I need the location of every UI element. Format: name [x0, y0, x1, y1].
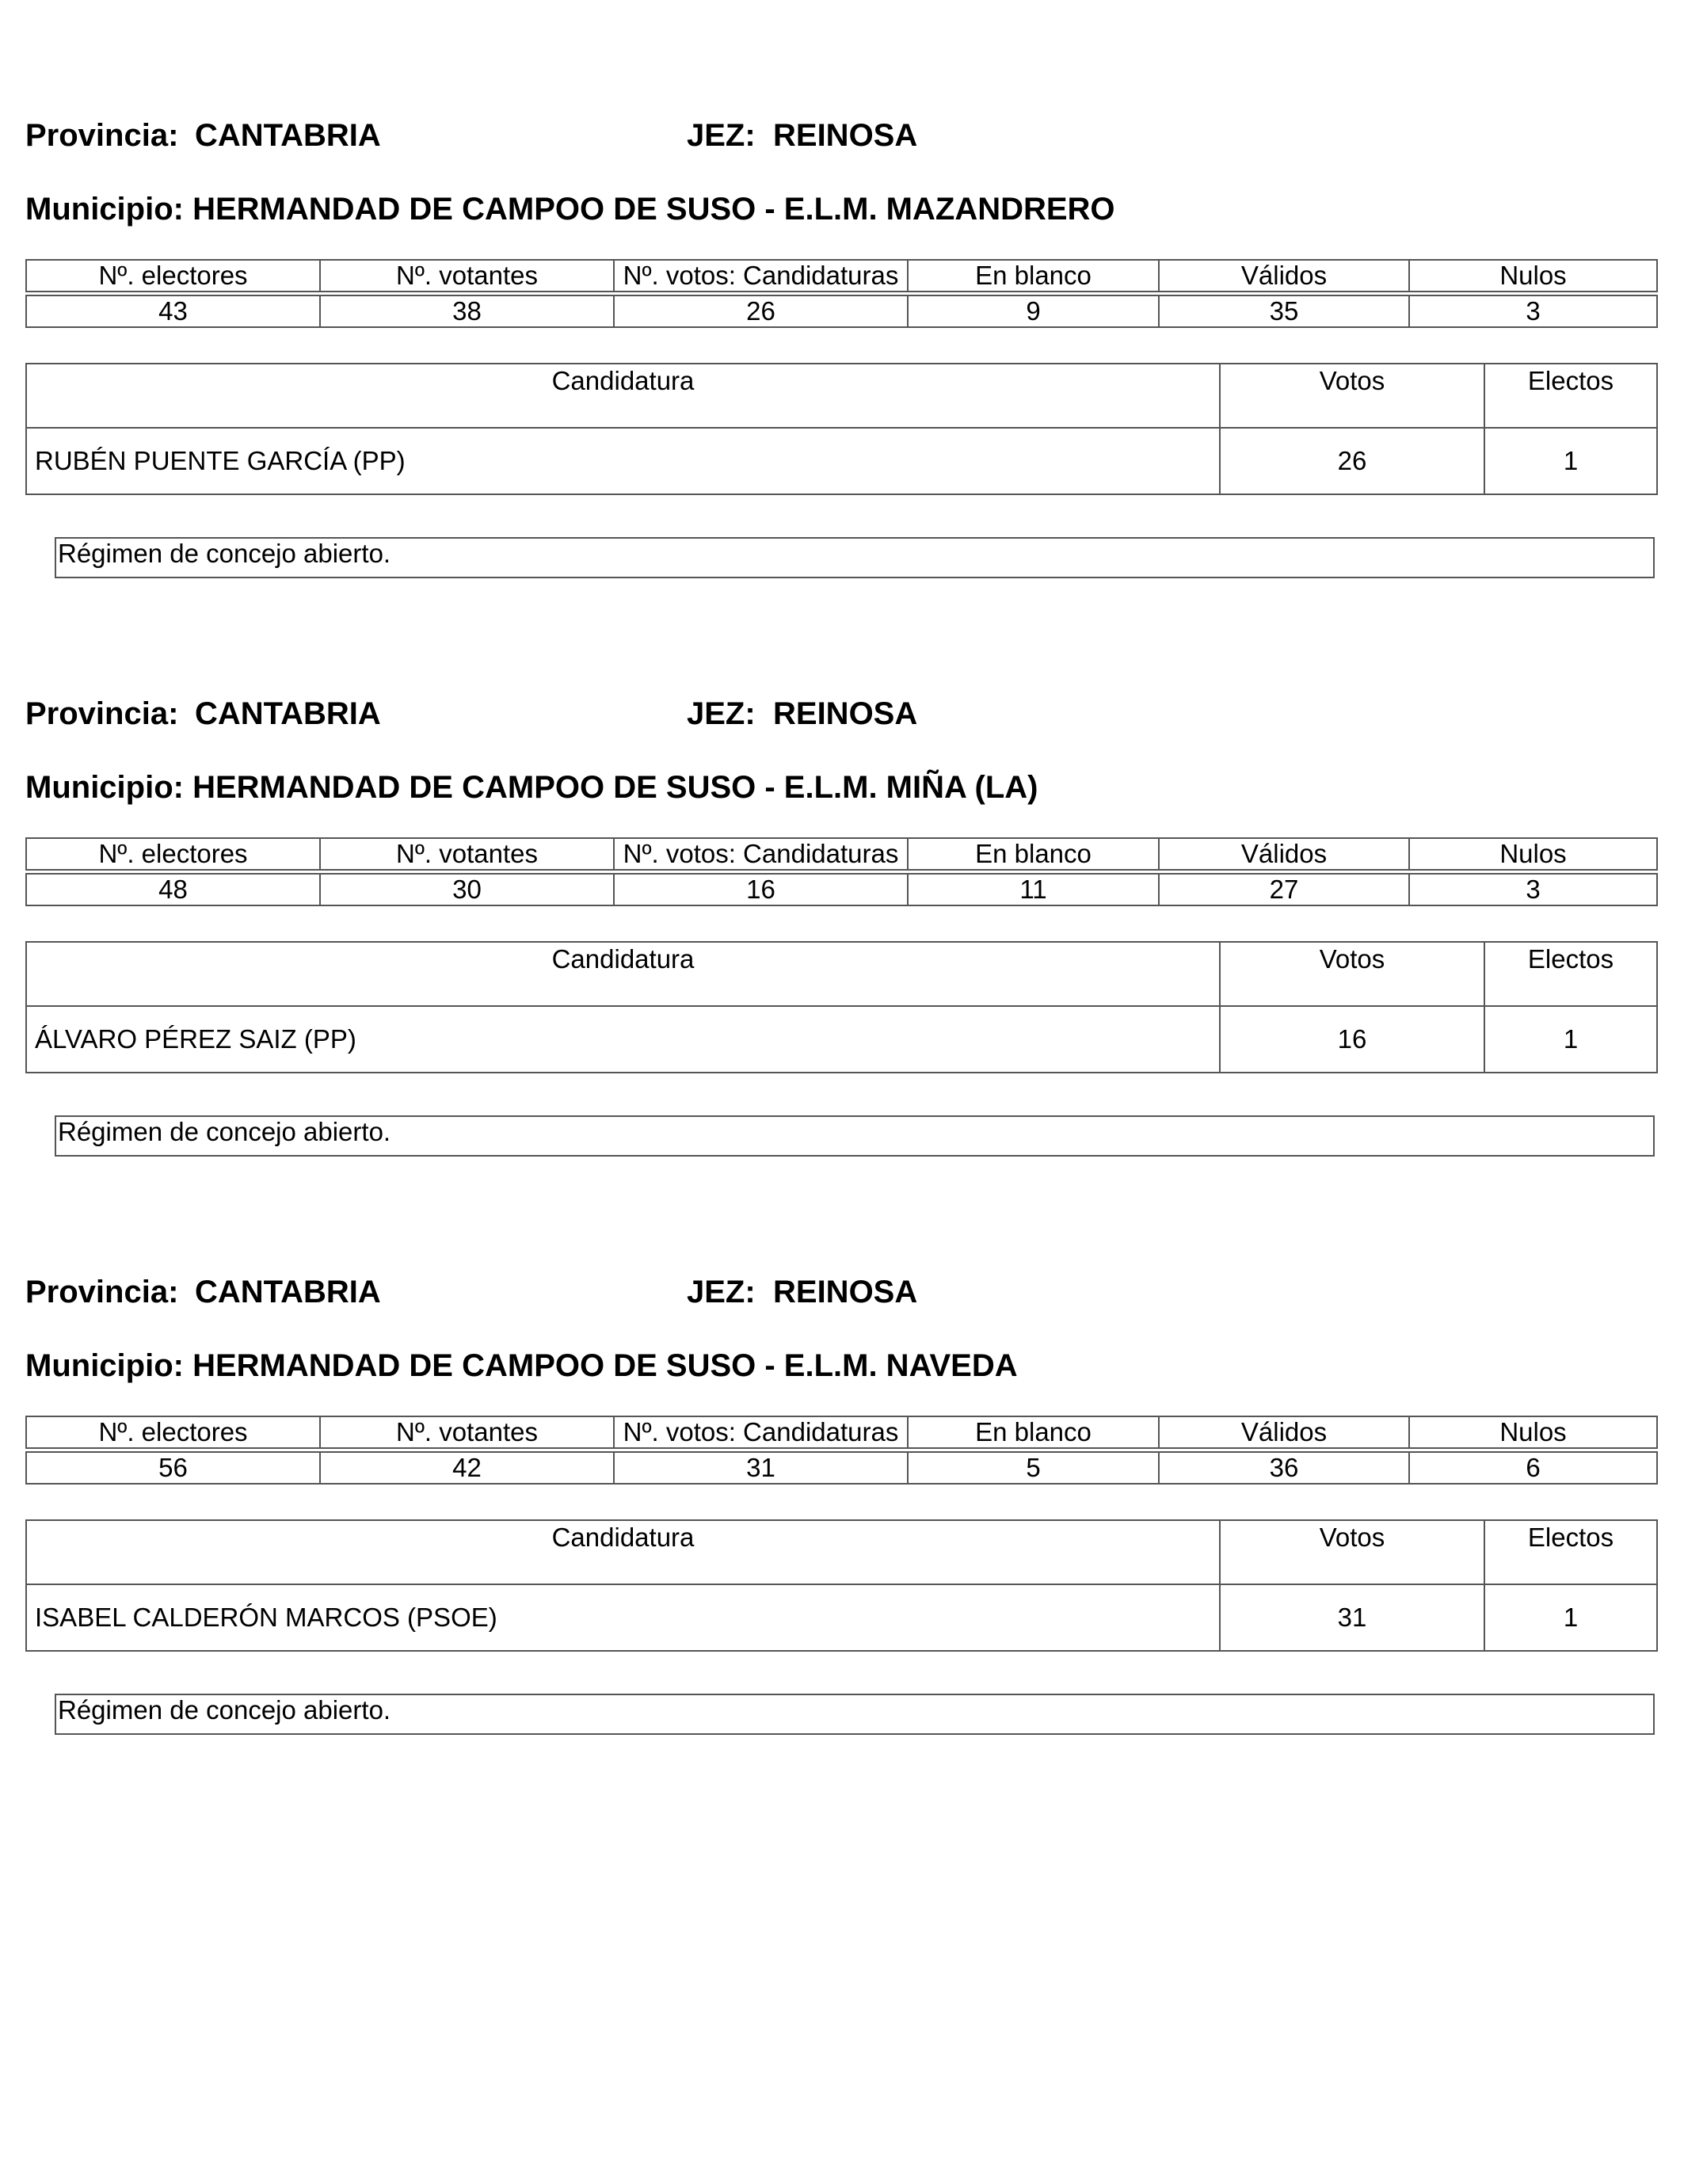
jez-value: REINOSA [773, 696, 918, 731]
jez-line [687, 1271, 917, 1313]
regime-note: Régimen de concejo abierto. [55, 1694, 1655, 1735]
municipio-label: Municipio: [25, 1348, 184, 1383]
stats-header-votantes: Nº. votantes [320, 1416, 614, 1448]
stats-table [25, 259, 1658, 328]
stats-header-validos: Válidos [1159, 1416, 1409, 1448]
stats-header-en-blanco: En blanco [908, 260, 1159, 292]
regime-note: Régimen de concejo abierto. [55, 537, 1655, 578]
candidate-row [26, 1584, 1657, 1651]
stats-value-validos: 27 [1159, 874, 1409, 905]
municipio-label: Municipio: [25, 192, 184, 227]
section-mazandrero [0, 0, 1684, 586]
stats-table [25, 837, 1658, 906]
stats-header-validos: Válidos [1159, 260, 1409, 292]
municipio-line [25, 189, 1115, 230]
stats-header-row [26, 260, 1657, 292]
stats-value-en-blanco: 11 [908, 874, 1159, 905]
stats-value-nulos: 3 [1409, 295, 1657, 327]
jez-label: JEZ: [687, 696, 756, 731]
stats-value-nulos: 6 [1409, 1452, 1657, 1484]
provincia-label: Provincia: [25, 696, 179, 731]
stats-header-electores: Nº. electores [26, 1416, 320, 1448]
section-naveda [0, 1157, 1684, 1743]
stats-value-votantes: 38 [320, 295, 614, 327]
jez-value: REINOSA [773, 1275, 918, 1309]
stats-value-nulos: 3 [1409, 874, 1657, 905]
provincia-value: CANTABRIA [195, 1275, 381, 1309]
candidate-name: ÁLVARO PÉREZ SAIZ (PP) [26, 1006, 1220, 1073]
provincia-value: CANTABRIA [195, 696, 381, 731]
stats-header-votos-candidaturas: Nº. votos: Candidaturas [614, 1416, 908, 1448]
candidates-header-electos: Electos [1484, 364, 1657, 428]
candidates-header-candidatura: Candidatura [26, 364, 1220, 428]
stats-header-votos-candidaturas: Nº. votos: Candidaturas [614, 260, 908, 292]
stats-header-en-blanco: En blanco [908, 1416, 1159, 1448]
candidates-header-electos: Electos [1484, 1520, 1657, 1584]
stats-value-en-blanco: 9 [908, 295, 1159, 327]
municipio-value: HERMANDAD DE CAMPOO DE SUSO - E.L.M. NAVEDA [192, 1348, 1018, 1383]
candidates-header-candidatura: Candidatura [26, 1520, 1220, 1584]
stats-table [25, 1416, 1658, 1485]
stats-value-row [26, 295, 1657, 327]
stats-value-votantes: 30 [320, 874, 614, 905]
candidate-row [26, 428, 1657, 494]
candidates-header-votos: Votos [1220, 1520, 1484, 1584]
stats-value-votantes: 42 [320, 1452, 614, 1484]
municipio-label: Municipio: [25, 770, 184, 805]
stats-header-nulos: Nulos [1409, 1416, 1657, 1448]
stats-value-row [26, 1452, 1657, 1484]
candidate-electos: 1 [1484, 428, 1657, 494]
candidate-votos: 26 [1220, 428, 1484, 494]
stats-header-electores: Nº. electores [26, 260, 320, 292]
candidates-header-electos: Electos [1484, 942, 1657, 1006]
candidate-name: RUBÉN PUENTE GARCÍA (PP) [26, 428, 1220, 494]
provincia-line [25, 693, 381, 734]
candidates-header-candidatura: Candidatura [26, 942, 1220, 1006]
stats-header-nulos: Nulos [1409, 260, 1657, 292]
municipio-line [25, 767, 1038, 808]
stats-value-electores: 43 [26, 295, 320, 327]
provincia-label: Provincia: [25, 1275, 179, 1309]
candidates-table [25, 363, 1658, 495]
stats-header-electores: Nº. electores [26, 838, 320, 870]
jez-line [687, 115, 917, 156]
stats-value-row [26, 874, 1657, 905]
candidate-votos: 31 [1220, 1584, 1484, 1651]
stats-value-votos-candidaturas: 31 [614, 1452, 908, 1484]
municipio-value: HERMANDAD DE CAMPOO DE SUSO - E.L.M. MIÑA (LA) [192, 770, 1038, 805]
jez-label: JEZ: [687, 118, 756, 153]
stats-header-validos: Válidos [1159, 838, 1409, 870]
municipio-value: HERMANDAD DE CAMPOO DE SUSO - E.L.M. MAZANDRERO [192, 192, 1115, 227]
jez-value: REINOSA [773, 118, 918, 153]
candidates-header-row [26, 1520, 1657, 1584]
stats-header-row [26, 1416, 1657, 1448]
regime-note: Régimen de concejo abierto. [55, 1115, 1655, 1157]
candidate-row [26, 1006, 1657, 1073]
candidate-electos: 1 [1484, 1006, 1657, 1073]
stats-value-validos: 36 [1159, 1452, 1409, 1484]
candidate-electos: 1 [1484, 1584, 1657, 1651]
candidate-name: ISABEL CALDERÓN MARCOS (PSOE) [26, 1584, 1220, 1651]
stats-value-en-blanco: 5 [908, 1452, 1159, 1484]
stats-header-votantes: Nº. votantes [320, 838, 614, 870]
stats-value-votos-candidaturas: 26 [614, 295, 908, 327]
candidates-header-row [26, 364, 1657, 428]
stats-value-votos-candidaturas: 16 [614, 874, 908, 905]
candidates-header-votos: Votos [1220, 942, 1484, 1006]
candidates-header-votos: Votos [1220, 364, 1484, 428]
stats-header-votos-candidaturas: Nº. votos: Candidaturas [614, 838, 908, 870]
provincia-value: CANTABRIA [195, 118, 381, 153]
stats-header-nulos: Nulos [1409, 838, 1657, 870]
stats-value-validos: 35 [1159, 295, 1409, 327]
provincia-line [25, 115, 381, 156]
candidates-table [25, 941, 1658, 1073]
municipio-line [25, 1345, 1018, 1386]
provincia-line [25, 1271, 381, 1313]
stats-header-row [26, 838, 1657, 870]
stats-value-electores: 56 [26, 1452, 320, 1484]
jez-label: JEZ: [687, 1275, 756, 1309]
candidates-table [25, 1519, 1658, 1652]
stats-value-electores: 48 [26, 874, 320, 905]
jez-line [687, 693, 917, 734]
section-mina [0, 578, 1684, 1164]
candidates-header-row [26, 942, 1657, 1006]
stats-header-votantes: Nº. votantes [320, 260, 614, 292]
candidate-votos: 16 [1220, 1006, 1484, 1073]
stats-header-en-blanco: En blanco [908, 838, 1159, 870]
provincia-label: Provincia: [25, 118, 179, 153]
